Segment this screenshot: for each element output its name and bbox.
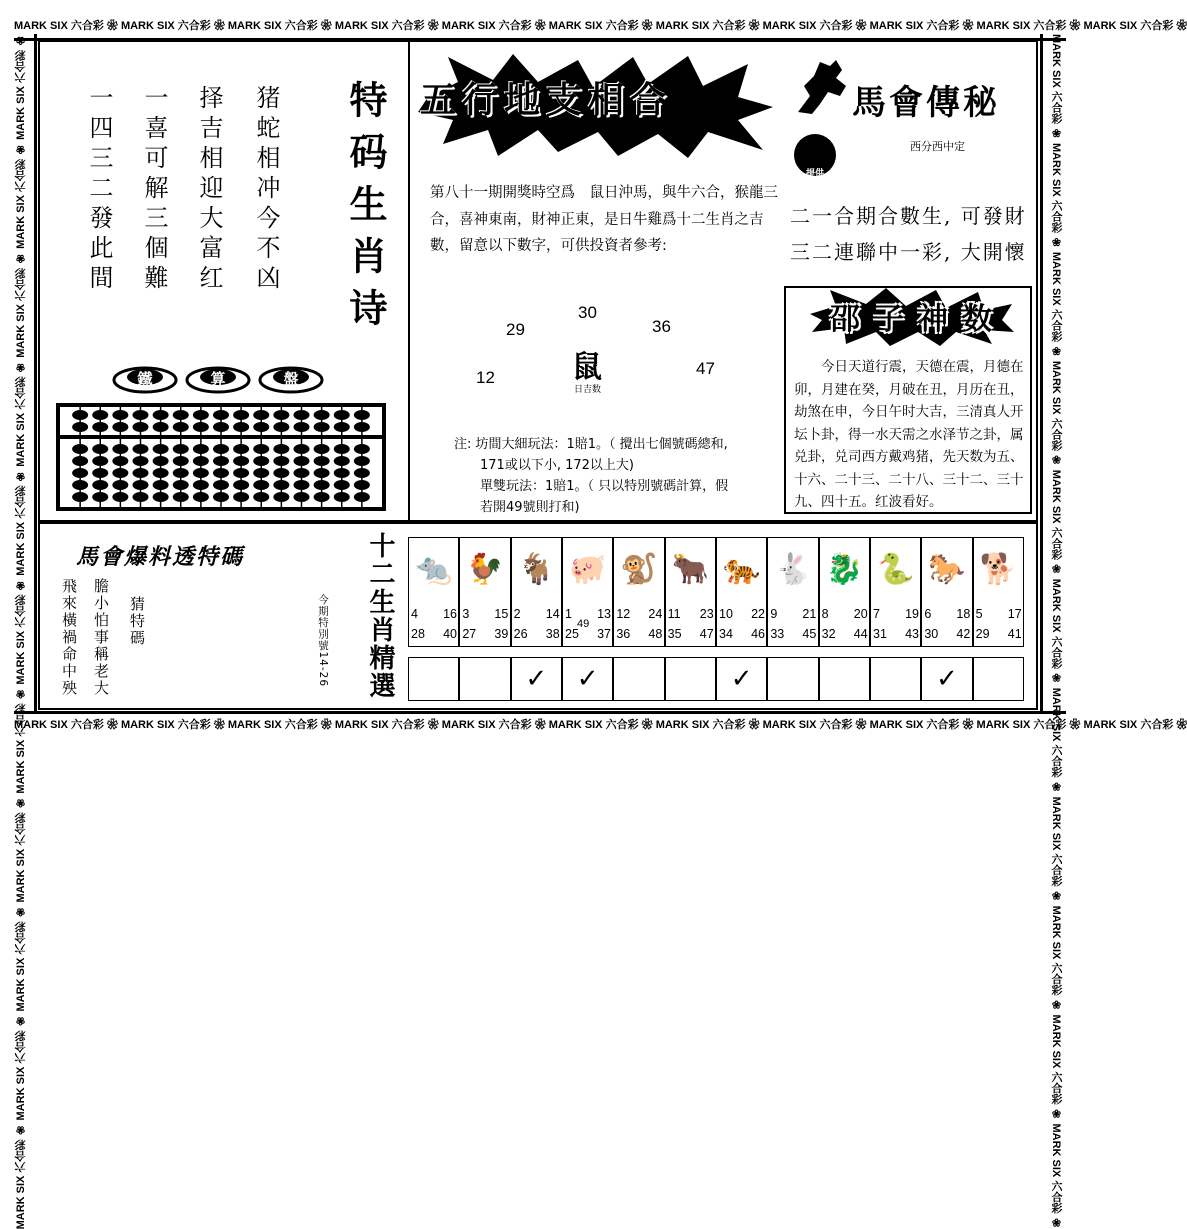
abacus-bead: [72, 468, 88, 478]
left-border-strip: MARK SIX 六合彩 ❀ MARK SIX 六合彩 ❀ MARK SIX 六合彩 ❀ MARK SIX 六合彩 ❀ MARK SIX 六合彩 ❀ MARK SIX 六合彩 ❀ MARK SIX 六合彩 ❀ MARK SIX 六合彩 ❀ MARK SIX 六合彩 ❀ MARK SIX 六合彩 ❀ MARK SIX 六合彩 ❀: [8, 34, 37, 714]
abacus-bead: [112, 480, 128, 490]
abacus-bead: [334, 480, 350, 490]
zodiac-number: 45: [802, 627, 817, 641]
bao-title: 馬會爆料透特碼: [76, 544, 245, 570]
abacus-bead: [354, 456, 370, 466]
ingot-label: 算: [210, 370, 226, 388]
abacus-bead: [294, 410, 310, 420]
zodiac-number: 3: [462, 607, 470, 621]
number-lower-right: 47: [696, 359, 715, 378]
abacus-bead: [294, 444, 310, 454]
zodiac-check-box-11: [973, 657, 1024, 701]
zodiac-cell-4: [613, 537, 664, 647]
zodiac-cell-3: [562, 537, 613, 647]
abacus-bead: [133, 410, 149, 420]
zodiac-cell-7: [767, 537, 818, 647]
abacus-bead: [334, 444, 350, 454]
zodiac-animal-icon: 🐀: [414, 551, 453, 587]
bottom-border-strip: MARK SIX 六合彩 ❀ MARK SIX 六合彩 ❀ MARK SIX 六合彩 ❀ MARK SIX 六合彩 ❀ MARK SIX 六合彩 ❀ MARK SIX 六合彩 ❀ MARK SIX 六合彩 ❀ MARK SIX 六合彩 ❀ MARK SIX 六合彩 ❀ MARK SIX 六合彩 ❀ MARK SIX 六合彩 ❀: [14, 711, 1066, 736]
abacus-bead: [72, 456, 88, 466]
zodiac-number: 31: [873, 627, 887, 641]
zodiac-grid: [408, 537, 1024, 705]
abacus-bead: [193, 480, 209, 490]
abacus-bead: [112, 410, 128, 420]
zodiac-number: 2: [513, 607, 521, 621]
zodiac-number: 48: [648, 627, 663, 641]
abacus-beads: [60, 407, 382, 507]
abacus-bead: [112, 468, 128, 478]
zodiac-numbers: [411, 604, 457, 644]
zodiac-cell-0: [408, 537, 459, 647]
ingot-1: [112, 364, 178, 394]
ingot-2: [185, 364, 251, 394]
zodiac-cell-5: [665, 537, 716, 647]
zodiac-numbers: [822, 604, 868, 644]
abacus-bead: [253, 422, 269, 432]
abacus-bead: [92, 444, 108, 454]
zodiac-check-box-1: [459, 657, 510, 701]
zodiac-number: 16: [443, 607, 457, 621]
riddle-column-1: [60, 578, 90, 698]
zodiac-check-box-0: [408, 657, 459, 701]
abacus-bead: [294, 456, 310, 466]
zodiac-number: 35: [667, 627, 682, 641]
abacus-bead: [193, 410, 209, 420]
today-special-number: 今期特別號14-26: [317, 594, 329, 688]
abacus-bead: [72, 492, 88, 502]
zodiac-number: 26: [513, 627, 528, 641]
zodiac-check-box-9: [870, 657, 921, 701]
abacus-bead: [173, 410, 189, 420]
abacus-bead: [173, 468, 189, 478]
abacus-bead: [193, 444, 209, 454]
zodiac-extra-number: 49: [577, 618, 590, 630]
zodiac-numbers: [668, 604, 714, 644]
abacus-bead: [133, 422, 149, 432]
divider-horizontal: [40, 520, 1036, 524]
poem-column-3: 一喜可解三個難: [140, 85, 168, 295]
abacus-bead: [273, 422, 289, 432]
abacus-bead: [153, 444, 169, 454]
abacus-bead: [273, 456, 289, 466]
abacus-bead: [233, 456, 249, 466]
abacus-bead: [253, 492, 269, 502]
abacus-bead: [253, 444, 269, 454]
abacus-bead: [173, 456, 189, 466]
zodiac-number: 10: [719, 607, 733, 621]
center-animal: 鼠: [572, 350, 602, 385]
zodiac-numbers: [770, 604, 816, 644]
abacus-bead: [92, 480, 108, 490]
zodiac-number: 32: [821, 627, 836, 641]
zodiac-animal-icon: 🐂: [671, 551, 709, 587]
ingot-label: 鐵: [137, 370, 153, 388]
zodiac-cell-9: [870, 537, 921, 647]
abacus-bead: [173, 492, 189, 502]
zodiac-number: 42: [956, 627, 971, 641]
riddle-text: 飛來橫禍命中殃: [60, 578, 78, 697]
abacus-bead: [314, 468, 330, 478]
abacus-bead: [213, 456, 229, 466]
abacus-bead: [193, 456, 209, 466]
zodiac-number: 15: [494, 607, 509, 621]
abacus-bead: [153, 480, 169, 490]
zodiac-cell-2: [511, 537, 562, 647]
abacus-bead: [273, 492, 289, 502]
riddle-column-3: 猜特碼: [128, 596, 146, 647]
abacus-bead: [133, 456, 149, 466]
zodiac-number: 12: [616, 607, 631, 621]
abacus-bead: [253, 410, 269, 420]
zodiac-number: 43: [905, 627, 919, 641]
zodiac-check-box-2: ✓: [511, 657, 562, 701]
number-upper-left: 29: [506, 320, 525, 339]
zodiac-animal-icon: 🐅: [722, 551, 761, 587]
abacus-bead: [314, 422, 330, 432]
zodiac-cell-11: [973, 537, 1024, 647]
abacus: [56, 403, 386, 511]
abacus-bead: [273, 468, 289, 478]
zodiac-number: 41: [1007, 627, 1022, 641]
zodiac-number: 22: [751, 607, 765, 621]
abacus-bead: [334, 492, 350, 502]
riddle-column-2: 膽小怕事稱老大: [92, 578, 110, 697]
abacus-bead: [233, 492, 249, 502]
abacus-bead: [133, 468, 149, 478]
zodiac-numbers: [719, 604, 765, 644]
divider-left-center: [408, 42, 410, 520]
abacus-bead: [233, 410, 249, 420]
abacus-bead: [273, 410, 289, 420]
zodiac-number: 27: [462, 627, 477, 641]
zodiac-numbers: [976, 604, 1022, 644]
abacus-bead: [273, 444, 289, 454]
abacus-bead: [253, 480, 269, 490]
horse-rider-icon: [790, 56, 854, 120]
abacus-bead: [314, 480, 330, 490]
zodiac-check-box-4: [613, 657, 664, 701]
zodiac-check-box-8: [819, 657, 870, 701]
zodiac-number: 37: [597, 627, 611, 641]
zodiac-number: 24: [648, 607, 663, 621]
number-upper-right: 36: [652, 317, 671, 336]
abacus-bead: [153, 422, 169, 432]
abacus-bead: [112, 492, 128, 502]
note-line: 注: 坊間大細玩法：1賠1。（ 攪出七個號碼總和,: [454, 437, 728, 452]
abacus-bead: [334, 410, 350, 420]
zodiac-check-box-3: ✓: [562, 657, 613, 701]
zodiac-animal-icon: 🐎: [928, 551, 966, 587]
abacus-bead: [153, 410, 169, 420]
zodiac-numbers: [616, 604, 662, 644]
zodiac-number: 46: [751, 627, 765, 641]
abacus-bead: [314, 410, 330, 420]
zodiac-cell-10: [921, 537, 972, 647]
abacus-bead: [72, 480, 88, 490]
abacus-bead: [92, 456, 108, 466]
zodiac-number: 17: [1007, 607, 1022, 621]
zodiac-numbers: [514, 604, 560, 644]
abacus-bead: [294, 492, 310, 502]
abacus-bead: [314, 456, 330, 466]
zodiac-number: 23: [699, 607, 714, 621]
zodiac-cell-6: [716, 537, 767, 647]
zodiac-number: 5: [975, 607, 983, 621]
zodiac-check-box-10: ✓: [921, 657, 972, 701]
shao-title: 邵子神数: [830, 302, 1006, 337]
rules-note: [454, 434, 794, 518]
banner-title: 五行地支相合: [420, 79, 673, 121]
zodiac-check-box-5: [665, 657, 716, 701]
zodiac-number: 8: [821, 607, 829, 621]
number-top: 30: [578, 303, 597, 322]
abacus-bead: [153, 492, 169, 502]
zodiac-number: 29: [975, 627, 990, 641]
right-border-strip: MARK SIX 六合彩 ❀ MARK SIX 六合彩 ❀ MARK SIX 六合彩 ❀ MARK SIX 六合彩 ❀ MARK SIX 六合彩 ❀ MARK SIX 六合彩 ❀ MARK SIX 六合彩 ❀ MARK SIX 六合彩 ❀ MARK SIX 六合彩 ❀ MARK SIX 六合彩 ❀ MARK SIX 六合彩 ❀: [1040, 34, 1069, 714]
zodiac-number: 28: [411, 627, 425, 641]
zodiac-animal-icon: 🐉: [825, 551, 863, 587]
zodiac-numbers: [924, 604, 970, 644]
zodiac-number: 36: [616, 627, 631, 641]
zodiac-number: 18: [956, 607, 971, 621]
zodiac-number: 25: [565, 627, 579, 641]
abacus-bead: [273, 480, 289, 490]
horse-secret-subtitle: 西分西中定: [910, 140, 965, 153]
abacus-bead: [153, 468, 169, 478]
abacus-bead: [213, 422, 229, 432]
abacus-bead: [233, 480, 249, 490]
abacus-bead: [213, 444, 229, 454]
abacus-bead: [354, 492, 370, 502]
zodiac-number: 19: [905, 607, 919, 621]
zodiac-number: 40: [443, 627, 457, 641]
zodiac-animal-icon: 🐓: [466, 551, 504, 587]
zodiac-cell-1: [459, 537, 510, 647]
zodiac-number: 33: [770, 627, 785, 641]
abacus-bead: [354, 410, 370, 420]
zodiac-check-box-7: [767, 657, 818, 701]
abacus-bead: [314, 444, 330, 454]
abacus-bead: [354, 480, 370, 490]
abacus-bead: [294, 422, 310, 432]
ingot-label: 盤: [283, 370, 299, 388]
zodiac-number: 14: [545, 607, 560, 621]
zodiac-number: 9: [770, 607, 778, 621]
abacus-bead: [153, 456, 169, 466]
slogan-line-1: 二一合期合數生, 可發財: [790, 204, 1027, 228]
zodiac-cell-8: [819, 537, 870, 647]
zodiac-numbers: [462, 604, 508, 644]
abacus-bead: [213, 492, 229, 502]
abacus-bead: [173, 444, 189, 454]
slogan-line-2: 三二連聯中一彩, 大開懷: [790, 240, 1027, 264]
zodiac-number: 20: [853, 607, 868, 621]
zodiac-animal-icon: 🐐: [517, 551, 555, 587]
abacus-bead: [213, 410, 229, 420]
zodiac-check-box-6: ✓: [716, 657, 767, 701]
abacus-bead: [92, 410, 108, 420]
poem-column-1: 猪蛇相冲今不凶: [252, 85, 280, 295]
abacus-bead: [334, 456, 350, 466]
zodiac-animal-icon: 🐕: [979, 551, 1017, 587]
abacus-bead: [193, 422, 209, 432]
abacus-bead: [314, 492, 330, 502]
abacus-bead: [133, 444, 149, 454]
zodiac-number: 21: [802, 607, 817, 621]
abacus-bead: [253, 468, 269, 478]
abacus-bead: [213, 480, 229, 490]
abacus-bead: [354, 444, 370, 454]
provider-badge-label: 提供: [805, 169, 824, 179]
zodiac-number: 6: [924, 607, 932, 621]
shao-text: 今日天道行震，天德在震，月德在卯，月建在癸，月破在丑，月历在丑，劫煞在申，今日午时大吉，三清真人开坛卜卦，得一水天需之水泽节之卦，属兑卦，兑司西方戴鸡猪，先天数为五、十六、二十三、二十八、三十二、三十九、四十五。红波看好。: [794, 359, 1024, 510]
abacus-bead: [92, 492, 108, 502]
zodiac-number: 1: [565, 607, 572, 621]
zodiac-selection-title: 十二生肖精選: [365, 532, 395, 700]
note-line: 單雙玩法：1賠1。（ 只以特別號碼計算，假: [480, 479, 729, 494]
poem-title: 特码生肖诗: [343, 80, 388, 340]
zodiac-number: 13: [597, 607, 611, 621]
abacus-bead: [193, 492, 209, 502]
abacus-bead: [173, 422, 189, 432]
zodiac-number: 39: [494, 627, 509, 641]
ingot-3: [258, 364, 324, 394]
abacus-bead: [233, 468, 249, 478]
abacus-bead: [92, 422, 108, 432]
poem-column-4: 一四三二發此間: [85, 85, 113, 295]
abacus-bead: [253, 456, 269, 466]
abacus-bead: [233, 444, 249, 454]
top-border-strip: MARK SIX 六合彩 ❀ MARK SIX 六合彩 ❀ MARK SIX 六合彩 ❀ MARK SIX 六合彩 ❀ MARK SIX 六合彩 ❀ MARK SIX 六合彩 ❀ MARK SIX 六合彩 ❀ MARK SIX 六合彩 ❀ MARK SIX 六合彩 ❀ MARK SIX 六合彩 ❀ MARK SIX 六合彩 ❀: [14, 14, 1066, 41]
abacus-bead: [72, 444, 88, 454]
abacus-bead: [334, 422, 350, 432]
abacus-bead: [294, 480, 310, 490]
abacus-bead: [112, 444, 128, 454]
abacus-bead: [72, 410, 88, 420]
note-line: 若開49號則打和): [480, 500, 580, 515]
center-paragraph: 第八十一期開獎時空爲 鼠日沖馬，與牛六合，猴龍三合，喜神東南，財神正東，是日牛雞爲十二生肖之吉數，留意以下數字，可供投資者參考:: [430, 185, 778, 254]
abacus-bead: [133, 492, 149, 502]
abacus-bead: [92, 468, 108, 478]
abacus-bead: [112, 456, 128, 466]
number-lower-left: 12: [476, 368, 495, 387]
abacus-bead: [334, 468, 350, 478]
zodiac-animal-icon: 🐍: [876, 551, 915, 587]
note-line: 171或以下小, 172以上大): [480, 458, 634, 473]
zodiac-animal-icon: 🐒: [620, 551, 658, 587]
zodiac-numbers: [873, 604, 919, 644]
zodiac-number: 47: [699, 627, 714, 641]
poem-column-2: 择吉相迎大富红: [195, 85, 223, 295]
abacus-bead: [354, 468, 370, 478]
abacus-bead: [193, 468, 209, 478]
zodiac-number: 38: [545, 627, 560, 641]
abacus-bead: [213, 468, 229, 478]
zodiac-number: 30: [924, 627, 939, 641]
abacus-bead: [72, 422, 88, 432]
zodiac-number: 34: [719, 627, 733, 641]
abacus-bead: [112, 422, 128, 432]
zodiac-number: 7: [873, 607, 880, 621]
zodiac-animal-icon: 🐇: [774, 551, 812, 587]
center-animal-sub: 日吉数: [574, 385, 602, 395]
zodiac-number: 44: [853, 627, 868, 641]
zodiac-number: 4: [411, 607, 418, 621]
zodiac-number: 11: [667, 607, 681, 621]
zodiac-animal-icon: 🐖: [568, 551, 607, 587]
abacus-bead: [294, 468, 310, 478]
abacus-bead: [233, 422, 249, 432]
abacus-bead: [354, 422, 370, 432]
abacus-bead: [133, 480, 149, 490]
abacus-bead: [173, 480, 189, 490]
horse-secret-title: 馬會傳秘: [852, 83, 1000, 123]
